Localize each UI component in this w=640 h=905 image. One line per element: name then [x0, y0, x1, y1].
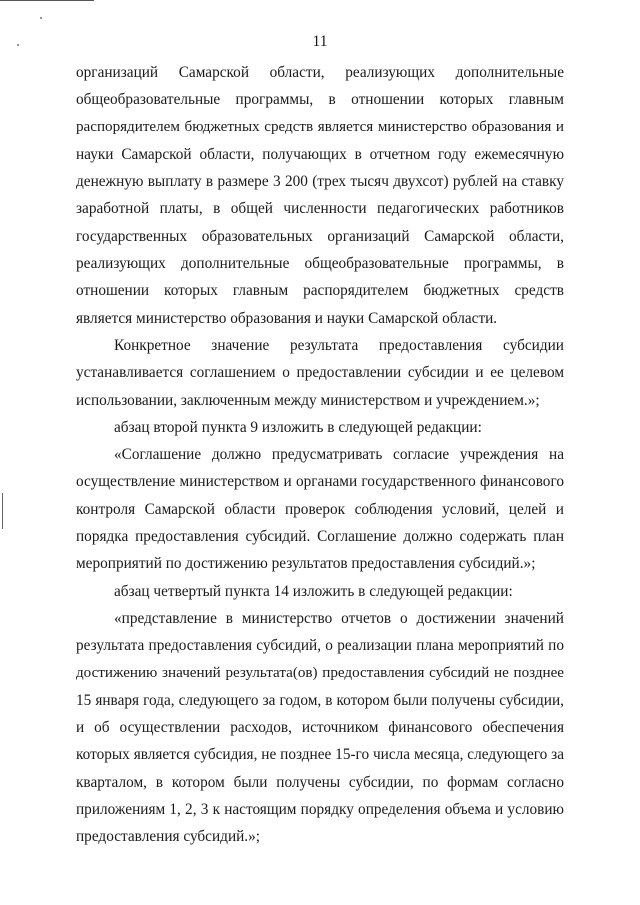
text-line: «представление в министерство отчетов о достижении значений: [114, 609, 564, 627]
text-line: результата предоставления субсидий, о реализации плана мероприятий по: [76, 637, 564, 655]
text-line: кварталом, в котором были получены субсидии, по формам согласно: [76, 773, 564, 791]
text-line: абзац четвертый пункта 14 изложить в следующей редакции:: [114, 582, 513, 600]
scan-edge-mark: [2, 493, 3, 529]
paragraph: [76, 414, 564, 441]
text-line: мероприятий по достижению результатов предоставления субсидий.»;: [76, 555, 536, 573]
paragraph: [76, 441, 564, 577]
text-line: порядка предоставления субсидий. Соглашение должно содержать план: [76, 528, 564, 546]
paragraph: [76, 605, 564, 851]
text-line: осуществление министерством и органами государственного финансового: [76, 473, 564, 491]
text-line: «Соглашение должно предусматривать согласие учреждения на: [114, 446, 564, 464]
document-body: [76, 59, 564, 851]
scan-artifact-line: [0, 0, 94, 1]
text-line: контроля Самарской области проверок соблюдения условий, целей и: [76, 500, 564, 518]
paragraph: [76, 59, 564, 332]
text-line: отношении которых главным распорядителем бюджетных средств: [76, 282, 564, 300]
text-line: организаций Самарской области, реализующих дополнительные: [76, 64, 564, 81]
text-line: устанавливается соглашением о предоставлении субсидии и ее целевом: [76, 364, 564, 382]
text-line: науки Самарской области, получающих в отчетном году ежемесячную: [76, 145, 564, 163]
text-line: и об осуществлении расходов, источником финансового обеспечения: [76, 719, 564, 737]
text-line: распорядителем бюджетных средств является министерство образования и: [76, 118, 564, 135]
text-line: предоставления субсидий.»;: [76, 828, 261, 846]
scan-speck: [40, 17, 42, 19]
text-line: общеобразовательные программы, в отношении которых главным: [76, 91, 564, 109]
text-line: является министерство образования и науки Самарской области.: [76, 309, 498, 327]
text-line: 15 января года, следующего за годом, в котором были получены субсидии,: [76, 691, 564, 709]
page-number: 11: [312, 33, 328, 50]
text-line: денежную выплату в размере 3 200 (трех тысяч двухсот) рублей на ставку: [76, 173, 564, 191]
text-line: использовании, заключенным между министерством и учреждением.»;: [76, 391, 540, 409]
text-line: достижению значений результата(ов) предоставления субсидий не позднее: [76, 664, 564, 681]
text-line: Конкретное значение результата предоставления субсидии: [114, 336, 564, 354]
text-line: абзац второй пункта 9 изложить в следующей редакции:: [114, 418, 482, 436]
paragraph: [76, 578, 564, 605]
text-line: которых является субсидия, не позднее 15-го числа месяца, следующего за: [76, 746, 564, 764]
text-line: реализующих дополнительные общеобразовательные программы, в: [76, 255, 564, 273]
text-line: заработной платы, в общей численности педагогических работников: [76, 200, 564, 218]
paragraph: [76, 332, 564, 414]
text-line: государственных образовательных организаций Самарской области,: [76, 227, 564, 245]
text-line: приложениям 1, 2, 3 к настоящим порядку определения объема и условию: [76, 801, 564, 819]
